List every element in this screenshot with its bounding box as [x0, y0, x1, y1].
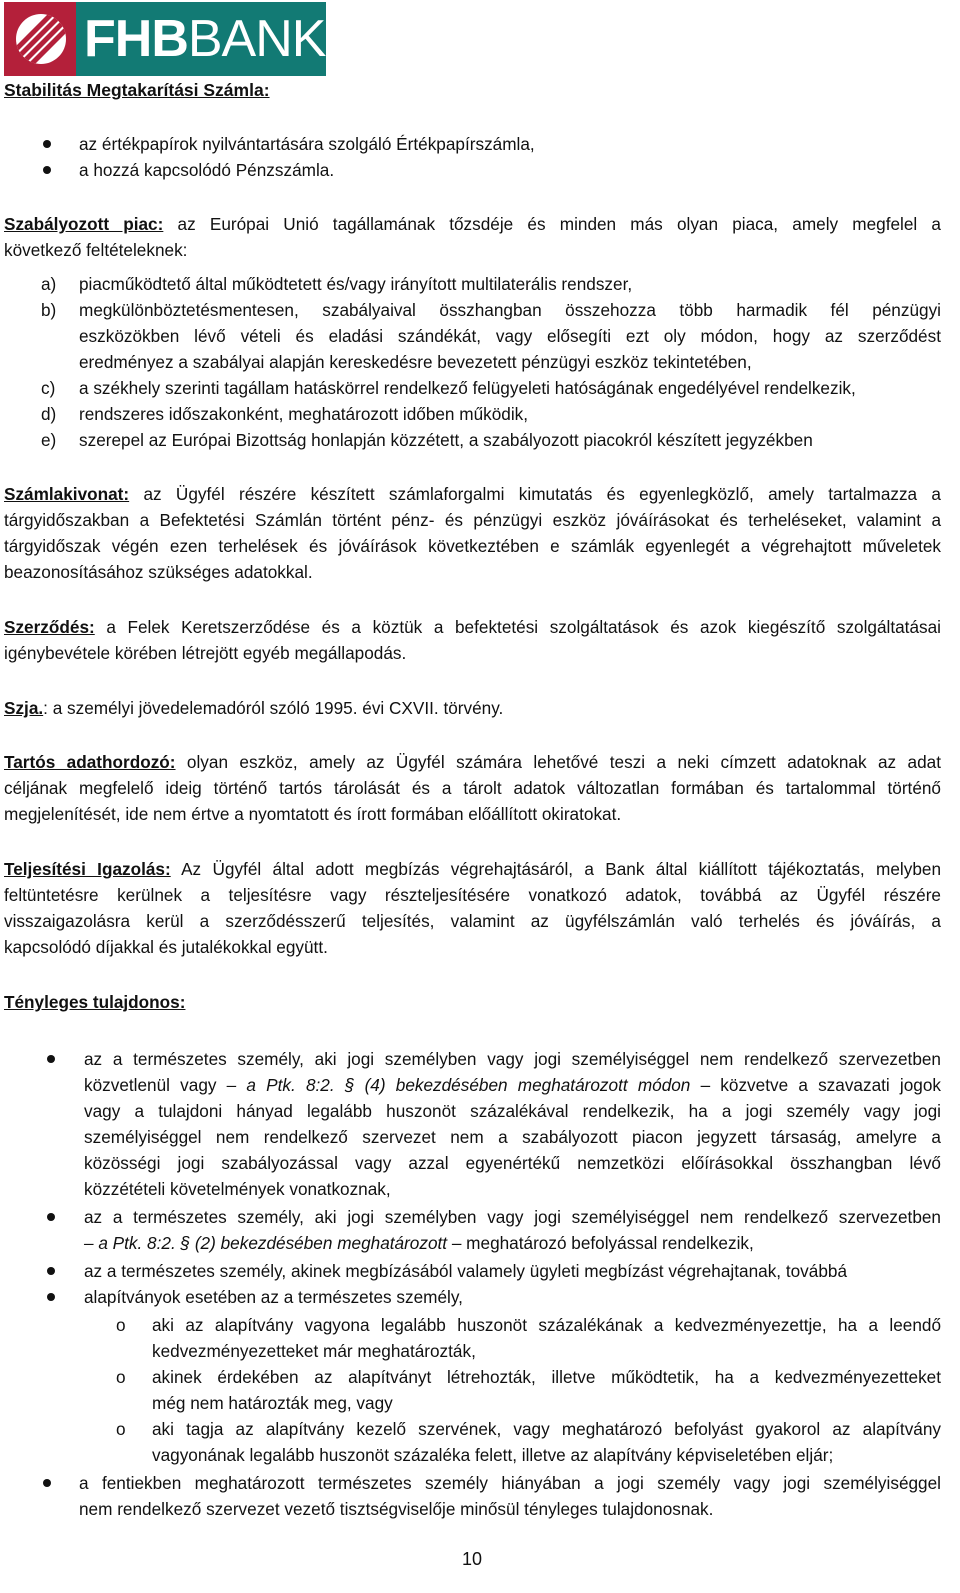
definition-szja: Szja.: a személyi jövedelemadóról szóló 1995. évi CXVII. törvény.	[4, 698, 504, 718]
definition-tartos-line1: Tartós adathordozó: olyan eszköz, amely az Ügyfél számára lehetővé teszi a neki címzett adatoknak az adat	[4, 752, 941, 772]
logo-bank: BANK	[187, 10, 326, 68]
fhb-bank-logo	[4, 2, 326, 76]
definition-szamlakivonat-line1: Számlakivonat: az Ügyfél részére készített számlaforgalmi kimutatás és egyenlegközlő, amely tartalmazza a	[4, 484, 941, 504]
term-teljesitesi-igazolas: Teljesítési Igazolás:	[4, 859, 171, 879]
definition-szamlakivonat-line4: beazonosításához szükséges adatokkal.	[4, 562, 313, 582]
list-item-cont: közvetlenül vagy – a Ptk. 8:2. § (4) bekezdésében meghatározott módon – közvetve a szavazati jogok	[84, 1075, 941, 1095]
term-tenyleges-tulajdonos: Tényleges tulajdonos:	[4, 992, 186, 1012]
definition-szabalyozott-piac-line2: következő feltételeknek:	[4, 240, 188, 260]
bullet-icon	[43, 1479, 51, 1487]
definition-tartos-line3: megjelenítését, ide nem értve a nyomtatott és írott formában előállított okiratokat.	[4, 804, 622, 824]
list-item: rendszeres időszakonként, meghatározott időben működik,	[79, 404, 529, 424]
section-title: Stabilitás Megtakarítási Számla:	[4, 80, 270, 100]
bullet-icon	[43, 166, 51, 174]
list-item: az a természetes személy, aki jogi személyben vagy jogi személyiséggel nem rendelkező szervezetben	[84, 1049, 941, 1069]
definition-szamlakivonat-line2: tárgyidőszakban a Befektetési Számlán történt pénz- és pénzügyi eszköz jóváírásokat és terheléseket, valamint a	[4, 510, 941, 530]
definition-szerzodes-line1: Szerződés: a Felek Keretszerződése és a köztük a befektetési szolgáltatások és azok kiegészítő szolgáltatásai	[4, 617, 941, 637]
list-item: szerepel az Európai Bizottság honlapján közzétett, a szabályozott piacokról készített jegyzékben	[79, 430, 813, 450]
sub-bullet-icon: o	[116, 1315, 126, 1335]
sub-list-item: aki tagja az alapítvány kezelő szervének, vagy meghatározó befolyást gyakorol az alapítvány	[152, 1419, 941, 1439]
list-item: az értékpapírok nyilvántartására szolgáló Értékpapírszámla,	[79, 134, 535, 154]
sub-bullet-icon: o	[116, 1367, 126, 1387]
list-marker: d)	[41, 404, 57, 424]
sub-list-item: aki az alapítvány vagyona legalább huszonöt százalékának a kedvezményezettje, ha a leendő	[152, 1315, 941, 1335]
definition-teljesitesi-line2: feltüntetésre kerülnek a teljesítésre vagy részteljesítésére vonatkozó adatok, továbbá az Ügyfél részére	[4, 885, 941, 905]
list-item: az a természetes személy, aki jogi személyben vagy jogi személyiséggel nem rendelkező szervezetben	[84, 1207, 941, 1227]
sub-list-item: akinek érdekében az alapítványt létrehozták, illetve működtetik, ha a kedvezményezetteket	[152, 1367, 941, 1387]
bullet-icon	[47, 1267, 55, 1275]
definition-teljesitesi-line3: visszaigazolásra kerül a szerződésszerű teljesítés, valamint az ügyfélszámlán való terhelés és jóváírás, a	[4, 911, 941, 931]
sub-bullet-icon: o	[116, 1419, 126, 1439]
list-marker: a)	[41, 274, 57, 294]
list-item: a hozzá kapcsolódó Pénzszámla.	[79, 160, 335, 180]
bullet-icon	[43, 140, 51, 148]
logo-brand: FHB	[84, 10, 188, 68]
page-number: 10	[462, 1549, 483, 1569]
term-tartos-adathordozo: Tartós adathordozó:	[4, 752, 176, 772]
definition-teljesitesi-line1: Teljesítési Igazolás: Az Ügyfél által adott megbízás végrehajtásáról, a Bank által kiállított tájékoztatás, melyben	[4, 859, 941, 879]
list-marker: b)	[41, 300, 57, 320]
definition-tartos-line2: céljának megfelelő ideig történő tartós tárolását és a tárolt adatok változatlan formában és tartalommal történő	[4, 778, 941, 798]
logo-text	[84, 7, 325, 71]
sub-list-item-cont: még nem határozták meg, vagy	[152, 1393, 393, 1413]
bullet-icon	[47, 1055, 55, 1063]
list-item-cont: személyiséggel nem rendelkező szervezet nem a szabályozott piacon jegyzett társaság, amelyre a	[84, 1127, 941, 1147]
list-item-cont: nem rendelkező szervezet vezető tisztségviselője minősül tényleges tulajdonosnak.	[79, 1499, 714, 1519]
logo-emblem	[4, 2, 76, 76]
list-marker: e)	[41, 430, 57, 450]
term-szja: Szja.	[4, 698, 44, 718]
list-item: az a természetes személy, akinek megbízásából valamely ügyleti megbízást végrehajtanak, továbbá	[84, 1261, 848, 1281]
list-item: alapítványok esetében az a természetes személy,	[84, 1287, 463, 1307]
list-item-cont: eredményez a szabályai alapján kereskedésre bevezetett pénzügyi eszköz tekintetében,	[79, 352, 752, 372]
list-item-cont: közösségi jogi szabályozással vagy azzal egyenértékű nemzetközi előírásokkal összhangban lévő	[84, 1153, 941, 1173]
sub-list-item-cont: kedvezményezetteket már meghatározták,	[152, 1341, 476, 1361]
definition-szabalyozott-piac-line1: Szabályozott piac: az Európai Unió tagállamának tőzsdéje és minden más olyan piaca, amely megfelel a	[4, 214, 941, 234]
list-item: a fentiekben meghatározott természetes személy hiányában a jogi személy vagy jogi személyiséggel	[79, 1473, 941, 1493]
term-szabalyozott-piac: Szabályozott piac:	[4, 214, 164, 234]
list-item-cont: vagy a tulajdoni hányad legalább huszonöt százalékával rendelkezik, ha a jogi személy vagy jogi	[84, 1101, 941, 1121]
bullet-icon	[47, 1293, 55, 1301]
bullet-icon	[47, 1213, 55, 1221]
list-item: megkülönböztetésmentesen, szabályaival összhangban összehozza több harmadik fél pénzügyi	[79, 300, 941, 320]
list-item-cont: közzétételi követelmények vonatkoznak,	[84, 1179, 391, 1199]
list-item-cont: – a Ptk. 8:2. § (2) bekezdésében meghatározott – meghatározó befolyással rendelkezik,	[84, 1233, 754, 1253]
list-item: piacműködtető által működtetett és/vagy irányított multilaterális rendszer,	[79, 274, 633, 294]
list-item-cont: eszközökben lévő vételi és eladási szándékát, vagy elősegíti ezt oly módon, hogy az szerződést	[79, 326, 941, 346]
definition-szerzodes-line2: igénybevétele körében létrejött egyéb megállapodás.	[4, 643, 407, 663]
term-szerzodes: Szerződés:	[4, 617, 95, 637]
term-szamlakivonat: Számlakivonat:	[4, 484, 130, 504]
logo-circle-icon	[16, 14, 66, 64]
definition-teljesitesi-line4: kapcsolódó díjakkal és jutalékokkal együtt.	[4, 937, 328, 957]
sub-list-item-cont: vagyonának legalább huszonöt százaléka felett, illetve az alapítvány képviseletében eljár;	[152, 1445, 834, 1465]
definition-szamlakivonat-line3: tárgyidőszak végén ezen terhelések és jóváírások következtében e számlák egyenlegét a végrehajtott műveletek	[4, 536, 941, 556]
list-marker: c)	[41, 378, 56, 398]
list-item: a székhely szerinti tagállam hatáskörrel rendelkező felügyeleti hatóságának engedélyével rendelkezik,	[79, 378, 856, 398]
